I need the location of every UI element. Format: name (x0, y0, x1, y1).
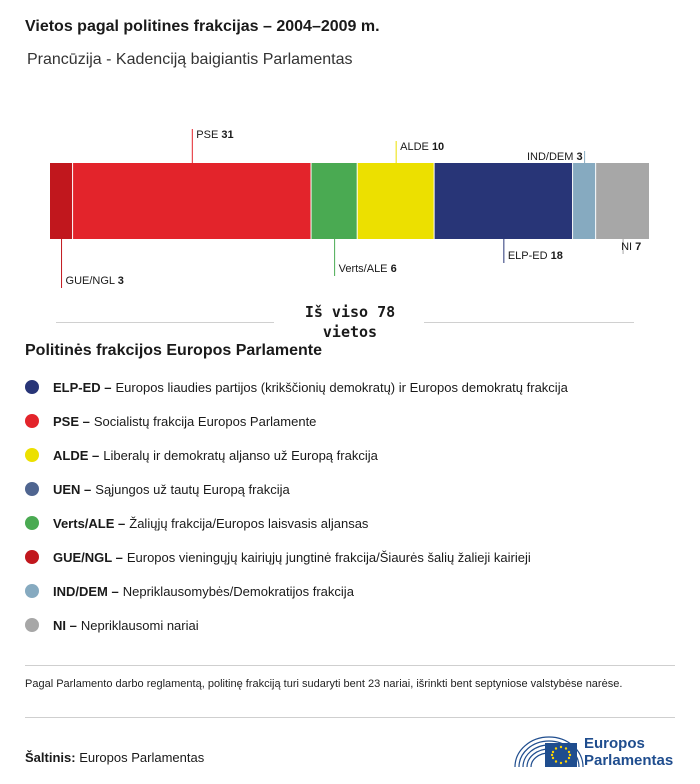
legend-item (25, 438, 568, 472)
bar-segment-gue-ngl (50, 163, 72, 239)
data-label-elp-ed: ELP-ED 18 (507, 250, 563, 262)
legend-title: Politinės frakcijos Europos Parlamente (25, 342, 322, 359)
bar-segment-elp-ed (435, 163, 572, 239)
data-label-alde: ALDE 10 (400, 141, 445, 153)
bar-segment-alde (358, 163, 434, 239)
legend-abbr: Verts/ALE – (53, 515, 126, 531)
total-seats-label: Iš viso 78 vietos (276, 302, 424, 342)
bar-segment-pse (73, 163, 310, 239)
legend-item (25, 472, 568, 506)
legend-abbr: ALDE – (53, 447, 100, 463)
legend-color-dot (25, 448, 39, 462)
legend-abbr: ELP-ED – (53, 379, 112, 395)
legend-color-dot (25, 550, 39, 564)
data-label-pse: PSE 31 (196, 129, 234, 141)
legend-abbr: PSE – (53, 413, 90, 429)
legend-item (25, 506, 568, 540)
source (25, 750, 204, 765)
legend-color-dot (25, 584, 39, 598)
data-label-gue-ngl: GUE/NGL 3 (65, 275, 124, 287)
bar-segment-ind-dem (573, 163, 595, 239)
legend-text: Nepriklausomybės/Demokratijos frakcija (122, 583, 354, 599)
legend (25, 370, 568, 642)
legend-text: Sąjungos už tautų Europą frakcija (95, 481, 290, 497)
legend-color-dot (25, 516, 39, 530)
chart-title: Vietos pagal politines frakcijas – 2004–2009 m. (25, 18, 380, 35)
legend-color-dot (25, 482, 39, 496)
legend-abbr: UEN – (53, 481, 92, 497)
source-value: Europos Parlamentas (79, 750, 205, 765)
legend-text: Nepriklausomi nariai (80, 617, 199, 633)
total-divider-right (418, 322, 634, 323)
legend-text: Liberalų ir demokratų aljanso už Europą frakcija (103, 447, 378, 463)
legend-abbr: NI – (53, 617, 77, 633)
note-divider-top (25, 665, 675, 666)
legend-item (25, 574, 568, 608)
stacked-bar-chart (0, 0, 700, 300)
data-label-ni: NI 7 (621, 241, 642, 253)
legend-color-dot (25, 380, 39, 394)
legend-color-dot (25, 618, 39, 632)
total-divider-left (56, 322, 274, 323)
data-label-ind-dem: IND/DEM 3 (526, 151, 583, 163)
data-label-verts-ale: Verts/ALE 6 (338, 263, 397, 275)
legend-text: Europos liaudies partijos (krikščionių demokratų) ir Europos demokratų frakcija (115, 379, 568, 395)
source-label: Šaltinis: (25, 750, 76, 765)
legend-text: Žaliųjų frakcija/Europos laisvasis aljansas (129, 515, 369, 531)
bar-segment-ni (596, 163, 649, 239)
logo-text: Europos Parlamentas (584, 735, 674, 769)
legend-text: Socialistų frakcija Europos Parlamente (93, 413, 317, 429)
legend-item (25, 404, 568, 438)
chart-subtitle: Prancūzija - Kadenciją baigiantis Parlamentas (27, 51, 353, 68)
legend-abbr: GUE/NGL – (53, 549, 123, 565)
note-divider-bottom (25, 717, 675, 718)
legend-item (25, 608, 568, 642)
legend-color-dot (25, 414, 39, 428)
footnote: Pagal Parlamento darbo reglamentą, politinę frakciją turi sudaryti bent 23 nariai, išrinkti bent septyniose valstybėse narėse. (25, 678, 623, 690)
legend-text: Europos vieningųjų kairiųjų jungtinė frakcija/Šiaurės šalių žalieji kairieji (126, 549, 531, 565)
legend-item (25, 540, 568, 574)
legend-abbr: IND/DEM – (53, 583, 119, 599)
legend-item (25, 370, 568, 404)
bar-segment-verts-ale (312, 163, 357, 239)
